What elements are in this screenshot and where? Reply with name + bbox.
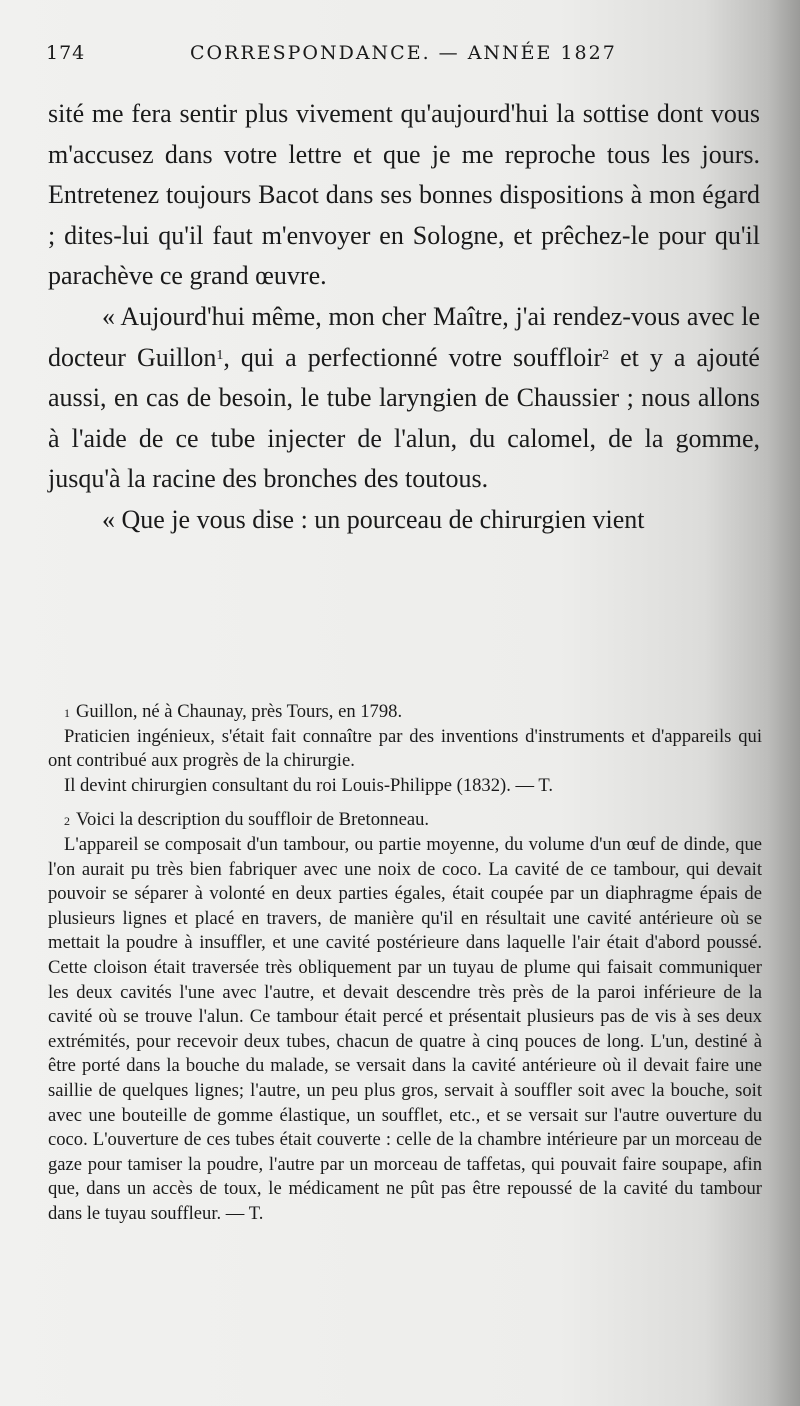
paragraph-text: et y a ajouté aussi, en cas de besoin, le tube laryngien de Chaussier ; nous allons à l'aide de ce tube injecter de l'alun, du calomel, de la gomme, jusqu'à la racine des bronches des toutous. <box>48 342 760 494</box>
main-text <box>48 94 760 541</box>
paragraph-pourceau: « Que je vous dise : un pourceau de chirurgien vient <box>102 504 645 534</box>
footnote-2 <box>48 808 762 833</box>
footnote-1 <box>48 700 762 725</box>
page-number: 174 <box>46 42 86 64</box>
footnote-1-detail: Praticien ingénieux, s'était fait connaître par des inventions d'instruments et d'appareils qui ont contribué aux progrès de la chirurgie. <box>48 725 762 772</box>
paragraph-continuation: sité me fera sentir plus vivement qu'aujourd'hui la sottise dont vous m'accusez dans votre lettre et que je me reproche tous les jours. Entretenez toujours Bacot dans ses bonnes dispositions à mon égard ; dites-lui qu'il faut m'envoyer en Sologne, et prêchez-le pour qu'il parachève ce grand œuvre. <box>48 99 760 291</box>
footnotes <box>48 700 762 1226</box>
paragraph-text: « Aujourd'hui même, mon cher Maître, j'ai rendez-vous avec le docteur Guillon <box>48 301 760 372</box>
footnote-ref-1: 1 <box>216 347 224 363</box>
footnote-1-mark: 1 <box>64 706 70 720</box>
footnote-2-body: L'appareil se composait d'un tambour, ou partie moyenne, du volume d'un œuf de dinde, que l'on aurait pu très bien fabriquer avec une noix de coco. La cavité de ce tambour, qui devait pouvoir se séparer à volonté en deux parties égales, était coupée par un diaphragme épais de plusieurs lignes et placé en travers, de manière qu'il en résultait une cavité antérieure où se mettait la poudre à insuffler, et une cavité postérieure dans laquelle l'air était d'abord poussé. Cette cloison était traversée très obliquement par un tuyau de plume qui faisait communiquer les deux cavités l'une avec l'autre, et devait descendre très près de la paroi inférieure de la cavité où se trouve l'alun. Ce tambour était percé et présentait plusieurs pas de vis à ses deux extrémités, pour recevoir deux tubes, chacun de quatre à cinq pouces de long. L'un, destiné à être porté dans la bouche du malade, se versait dans la cavité antérieure où il devait faire une saillie de quelques lignes; l'autre, un peu plus gros, servait à souffler soit avec la bouche, soit avec une bouteille de gomme élastique, un soufflet, etc., et se versait sur l'autre ouverture du coco. L'ouverture de ces tubes était couverte : celle de la chambre intérieure par un morceau de gaze pour tamiser la poudre, l'autre par un morceau de taffetas, qui pouvait faire soupape, afin que, dans un accès de toux, le médicament ne pût pas être repoussé de la cavité du tambour dans le tuyau souffleur. — T. <box>48 833 762 1224</box>
paragraph-guillon <box>48 297 760 500</box>
footnote-ref-2: 2 <box>602 347 610 363</box>
footnote-1-line: Guillon, né à Chaunay, près Tours, en 1798. <box>76 701 403 722</box>
paragraph-text: , qui a perfectionné votre souffloir <box>223 342 603 372</box>
footnote-2-mark: 2 <box>64 814 70 829</box>
footnote-1-detail-2: Il devint chirurgien consultant du roi Louis-Philippe (1832). — T. <box>64 774 554 796</box>
footnote-2-line: Voici la description du souffloir de Bretonneau. <box>76 809 430 831</box>
running-title: CORRESPONDANCE. — ANNÉE 1827 <box>190 42 617 64</box>
